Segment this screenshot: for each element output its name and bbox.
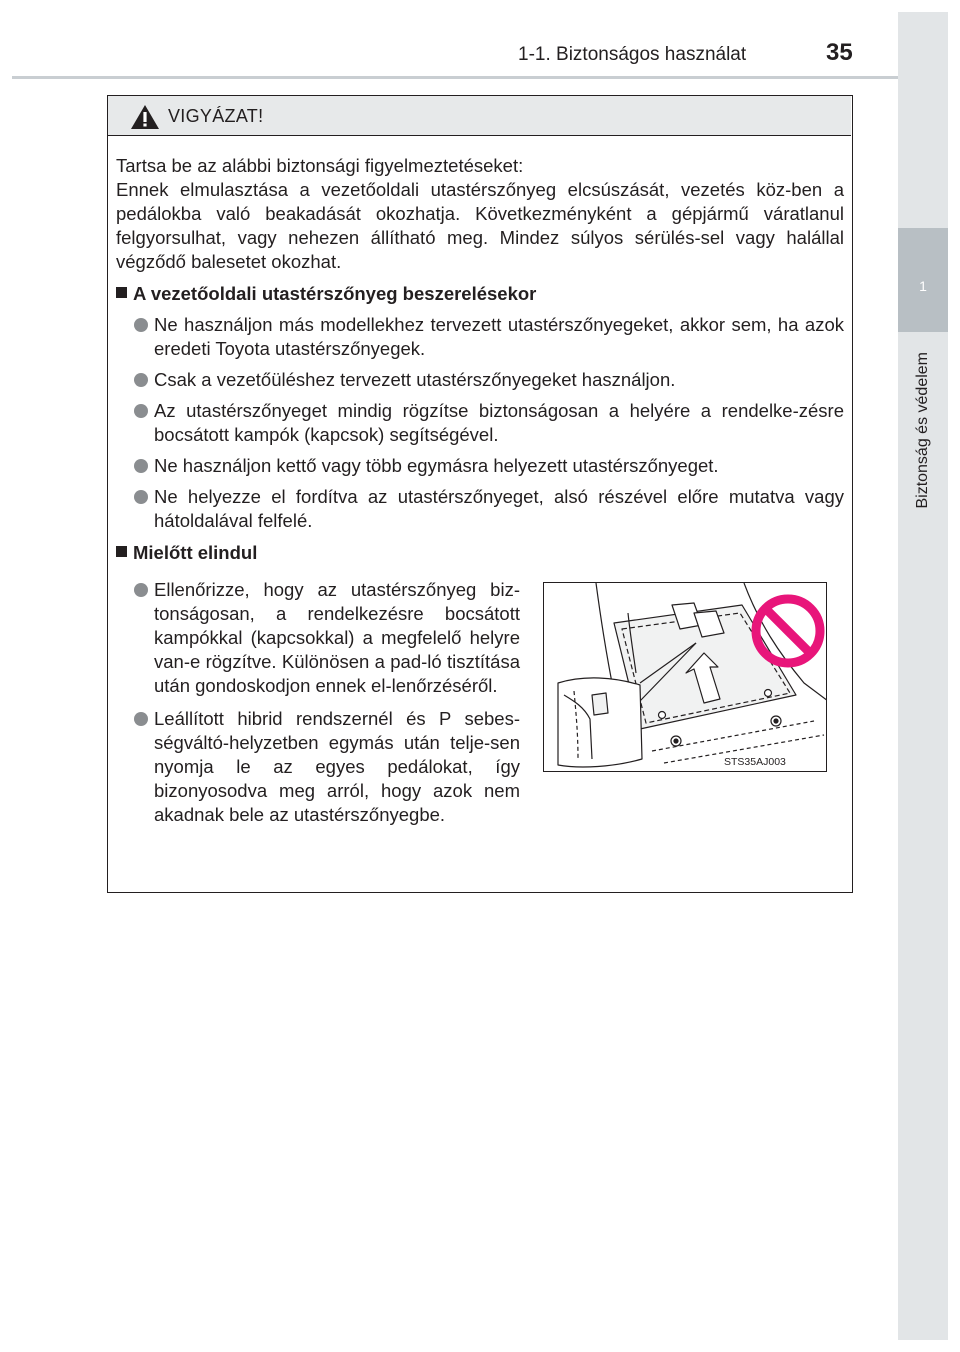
list-item-text: Ne használjon más modellekhez tervezett utastérszőnyegeket, akkor sem, ha azok eredeti Toyota utastérszőnyegek.: [154, 314, 844, 359]
section-heading-text: Mielőtt elindul: [133, 542, 258, 563]
square-bullet-icon: [116, 546, 127, 557]
round-bullet-icon: [134, 404, 148, 418]
list-item: [134, 707, 520, 827]
list-item-text: Csak a vezetőüléshez tervezett utastérszőnyegeket használjon.: [154, 369, 676, 390]
list-item-text: Ne helyezze el fordítva az utastérszőnyeget, alsó részével előre mutatva vagy hátoldalával felfelé.: [154, 486, 844, 531]
list-item: [134, 454, 844, 478]
intro-paragraph: Ennek elmulasztása a vezetőoldali utastérszőnyeg elcsúszását, vezetés köz-ben a pedálokba való beakadását okozhatja. Következményként a gépjármű váratlanul felgyorsulhat, vagy nehezen állítható meg. Mindez súlyos sérülés-sel vagy halállal végződő balesetet okozhat.: [116, 179, 844, 272]
warning-title: VIGYÁZAT!: [168, 106, 264, 126]
list-item: [134, 578, 520, 698]
chapter-number: 1: [919, 278, 927, 294]
round-bullet-icon: [134, 318, 148, 332]
round-bullet-icon: [134, 712, 148, 726]
list-item: [134, 313, 844, 361]
section-heading: [116, 282, 844, 306]
floor-mat-drawing: [544, 583, 827, 772]
list-item-text: Ellenőrizze, hogy az utastérszőnyeg biz-tonságosan, a rendelkezésre bocsátott kampókkal (kapcsokkal) a megfelelő helyre van-e rögzítve. Különösen a pad-ló tisztítása után gondoskodjon ennek el-lenőrzéséről.: [154, 579, 520, 696]
chapter-title: Biztonság és védelem: [914, 352, 931, 509]
chapter-title-vertical: [900, 352, 946, 552]
list-item: [134, 399, 844, 447]
floor-mat-illustration: [543, 582, 827, 772]
page-number: 35: [826, 39, 853, 66]
intro-line: Tartsa be az alábbi biztonsági figyelmeztetéseket:: [116, 155, 524, 176]
list-item: [134, 368, 844, 392]
round-bullet-icon: [134, 490, 148, 504]
warning-header: [108, 96, 851, 136]
list-item-text: Ne használjon kettő vagy több egymásra helyezett utastérszőnyeget.: [154, 455, 719, 476]
warning-triangle-icon: [130, 104, 160, 130]
list-item-text: Leállított hibrid rendszernél és P sebes-ségváltó-helyzetben egymás után telje-sen nyomja le az egyes pedálokat, így bizonyosodva meg arról, hogy azok nem akadnak bele az utastérszőnyegbe.: [154, 708, 520, 825]
round-bullet-icon: [134, 373, 148, 387]
section-heading-text: A vezetőoldali utastérszőnyeg beszerelésekor: [133, 283, 537, 304]
header-rule: [12, 76, 898, 79]
list-item: [134, 485, 844, 533]
section-title: 1-1. Biztonságos használat: [518, 44, 747, 65]
warning-content: [116, 154, 844, 565]
prohibition-icon: [756, 599, 820, 663]
round-bullet-icon: [134, 583, 148, 597]
chapter-side-tab: [898, 12, 948, 1340]
bullet-list-before-driving: [134, 578, 520, 827]
illustration-code: STS35AJ003: [724, 756, 786, 768]
square-bullet-icon: [116, 287, 127, 298]
list-item-text: Az utastérszőnyeget mindig rögzítse biztonságosan a helyére a rendelke-zésre bocsátott kampók (kapcsok) segítségével.: [154, 400, 844, 445]
section-heading: [116, 541, 844, 565]
bullet-list: [116, 313, 844, 533]
warning-intro: [116, 154, 844, 274]
round-bullet-icon: [134, 459, 148, 473]
